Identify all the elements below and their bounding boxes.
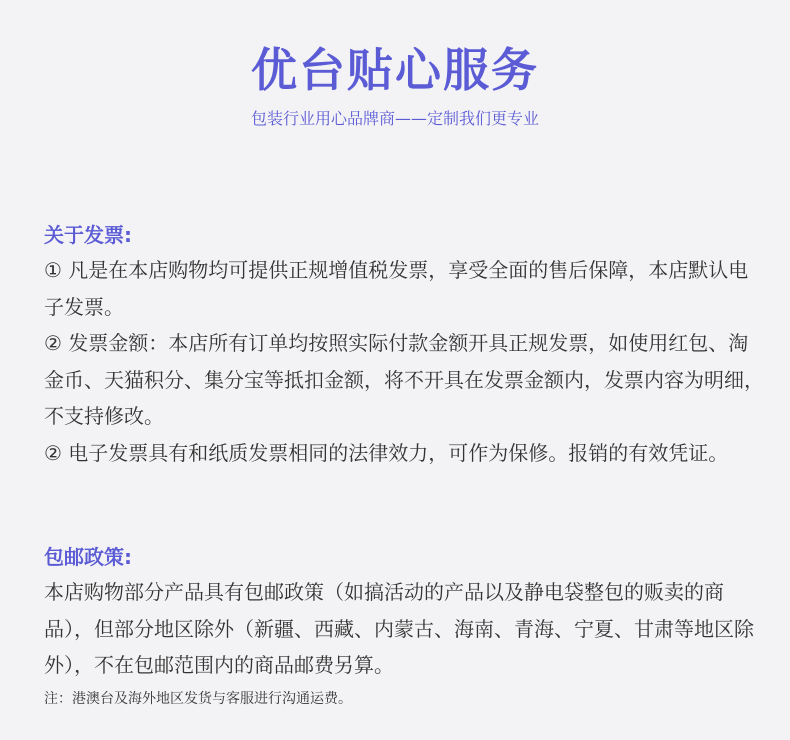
invoice-paragraph-2: ② 发票金额：本店所有订单均按照实际付款金额开具正规发票，如使用红包、淘金币、天猫积分、集分宝等抵扣金额，将不开具在发票金额内，发票内容为明细，不支持修改。 bbox=[44, 331, 764, 428]
shipping-heading: 包邮政策: bbox=[44, 545, 132, 569]
header bbox=[0, 40, 790, 130]
invoice-paragraph-3: ② 电子发票具有和纸质发票相同的法律效力，可作为保修。报销的有效凭证。 bbox=[44, 440, 729, 465]
invoice-paragraph-1: ① 凡是在本店购物均可提供正规增值税发票，享受全面的售后保障，本店默认电子发票。 bbox=[44, 258, 749, 319]
invoice-section bbox=[44, 218, 764, 471]
shipping-paragraph: 本店购物部分产品具有包邮政策（如搞活动的产品以及静电袋整包的贩卖的商品），但部分地区除外（新疆、西藏、内蒙古、海南、青海、宁夏、甘肃等地区除外），不在包邮范围内的商品邮费另算。 bbox=[44, 580, 754, 677]
shipping-section bbox=[44, 540, 764, 684]
invoice-heading: 关于发票: bbox=[44, 223, 132, 247]
shipping-note: 注：港澳台及海外地区发货与客服进行沟通运费。 bbox=[44, 691, 352, 707]
page-subtitle: 包装行业用心品牌商——定制我们更专业 bbox=[250, 109, 539, 128]
page-title: 优台贴心服务 bbox=[251, 43, 539, 97]
